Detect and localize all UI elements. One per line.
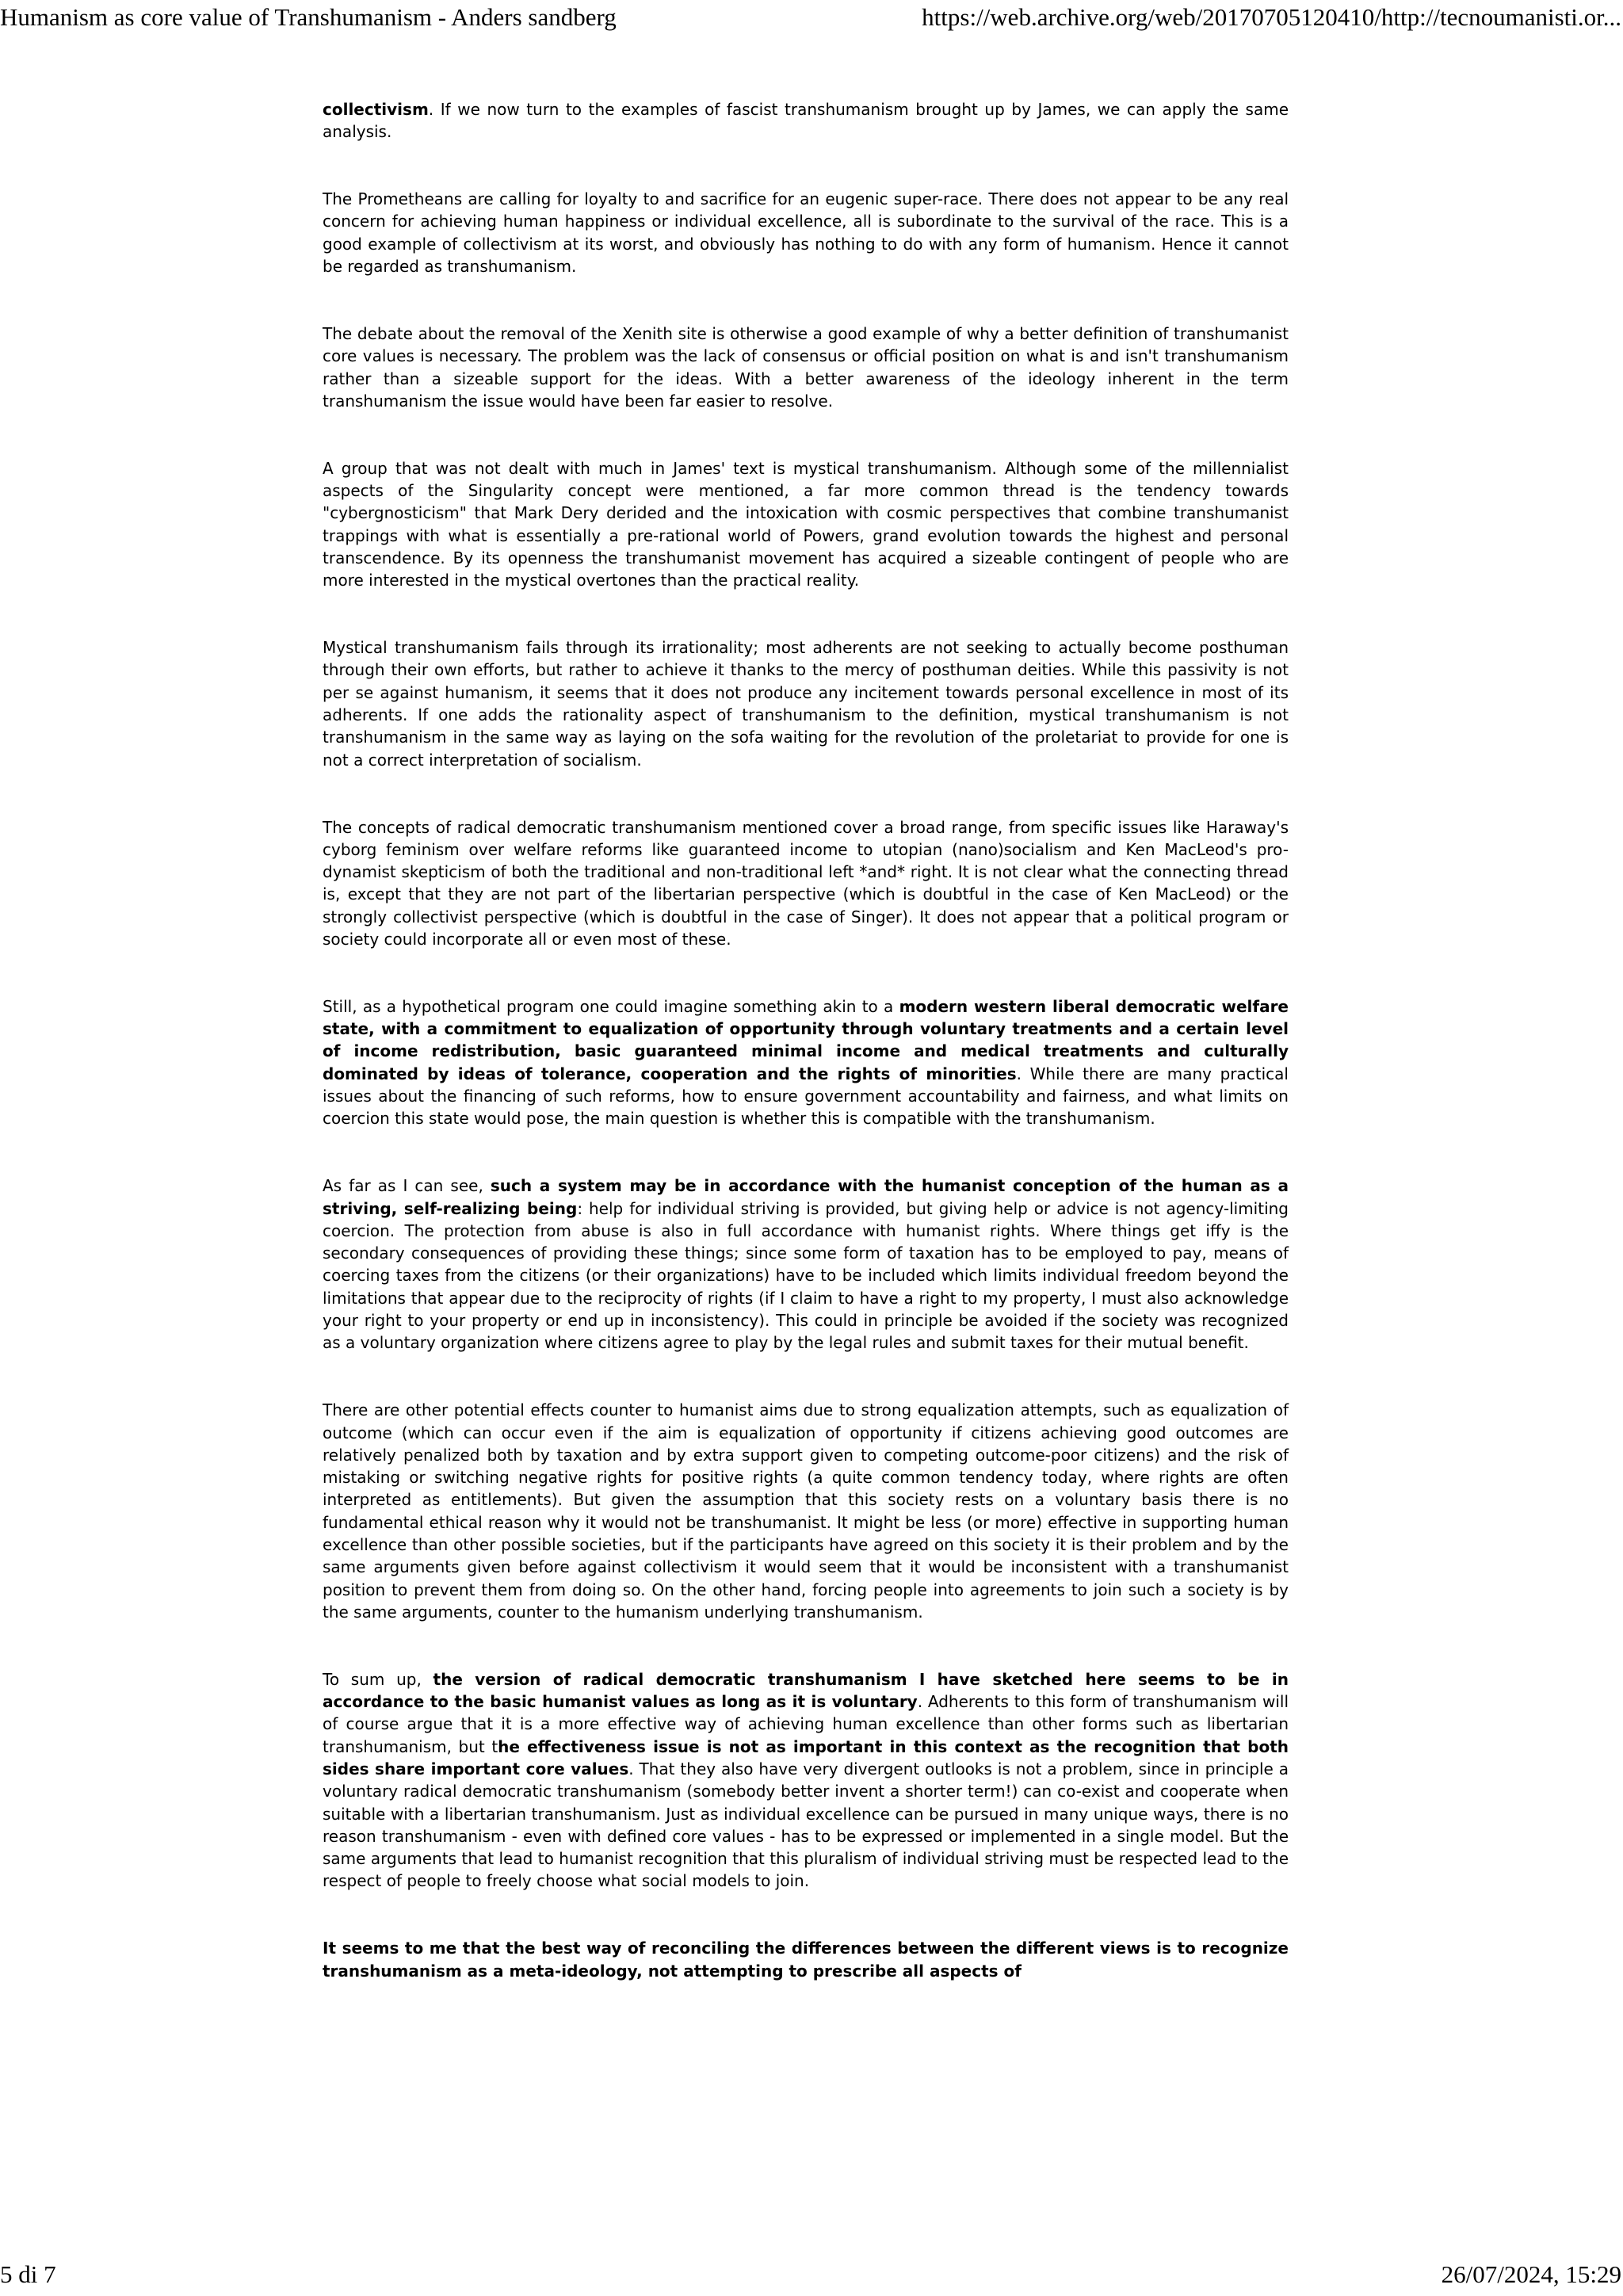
article-paragraph — [323, 323, 1289, 412]
article-paragraph — [323, 1668, 1289, 1893]
bold-text: he effectiveness issue is not as important in this context as the recognition that both sides share important core values — [323, 1736, 1289, 1778]
paragraph-text: The concepts of radical democratic transhumanism mentioned cover a broad range, from specific issues like Haraway's cyborg feminism over welfare reforms like guaranteed income to utopian (nano)socialism and Ken MacLeod's pro-dynamist skepticism of both the traditional and non-traditional left *and* right. It is not clear what the connecting thread is, except that they are not part of the libertarian perspective (which is doubtful in the case of Ken MacLeod) or the strongly collectivist perspective (which is doubtful in the case of Singer). It does not appear that a political program or society could incorporate all or even most of these. — [323, 817, 1289, 949]
paragraph-text: To sum up, — [323, 1669, 433, 1689]
bold-text: the version of radical democratic transhumanism I have sketched here seems to be in accordance to the basic humanist values as long as it is voluntary — [323, 1669, 1289, 1712]
paragraph-text: : help for individual striving is provided, but giving help or advice is not agency-limiting coercion. The protection from abuse is also in full accordance with humanist rights. Where things get iffy is the secondary consequences of providing these things; since some form of taxation has to be employed to pay, means of coercing taxes from the citizens (or their organizations) have to be included which limits individual freedom beyond the limitations that appear due to the reciprocity of rights (if I claim to have a right to my property, I must also acknowledge your right to your property or end up in inconsistency). This could in principle be avoided if the society was recognized as a voluntary organization where citizens agree to play by the legal rules and submit taxes for their mutual benefit. — [323, 1198, 1289, 1353]
article-paragraph — [323, 1175, 1289, 1354]
article-paragraph — [323, 98, 1289, 143]
bold-text: such a system may be in accordance with the humanist conception of the human as a striving, self-realizing being — [323, 1176, 1289, 1218]
paragraph-text: The Prometheans are calling for loyalty to and sacrifice for an eugenic super-race. There does not appear to be any real concern for achieving human happiness or individual excellence, all is subordinate to the survival of the race. This is a good example of collectivism at its worst, and obviously has nothing to do with any form of humanism. Hence it cannot be regarded as transhumanism. — [323, 189, 1289, 277]
article-paragraph — [323, 457, 1289, 592]
article-body — [323, 98, 1289, 2027]
paragraph-text: . That they also have very divergent outlooks is not a problem, since in principle a voluntary radical democratic transhumanism (somebody better invent a shorter term!) can co-exist and cooperate when suitable with a libertarian transhumanism. Just as individual excellence can be pursued in many unique ways, there is no reason transhumanism - even with defined core values - has to be expressed or implemented in a single model. But the same arguments that lead to humanist recognition that this pluralism of individual striving must be respected lead to the respect of people to freely choose what social models to join. — [323, 1759, 1289, 1891]
paragraph-text: The debate about the removal of the Xenith site is otherwise a good example of why a better definition of transhumanist core values is necessary. The problem was the lack of consensus or official position on what is and isn't transhumanism rather than a sizeable support for the ideas. With a better awareness of the ideology inherent in the term transhumanism the issue would have been far easier to resolve. — [323, 323, 1289, 411]
page-title: Humanism as core value of Transhumanism - Anders sandberg — [0, 3, 617, 31]
paragraph-text: . Adherents to this form of transhumanism will of course argue that it is a more effective way of achieving human excellence than other forms such as libertarian transhumanism, but t — [323, 1692, 1289, 1756]
paragraph-text: Mystical transhumanism fails through its irrationality; most adherents are not seeking to actually become posthuman through their own efforts, but rather to achieve it thanks to the mercy of posthuman deities. While this passivity is not per se against humanism, it seems that it does not produce any incitement towards personal excellence in most of its adherents. If one adds the rationality aspect of transhumanism to the definition, mystical transhumanism is not transhumanism in the same way as laying on the sofa waiting for the revolution of the proletariat to provide for one is not a correct interpretation of socialism. — [323, 638, 1289, 770]
paragraph-text: . If we now turn to the examples of fascist transhumanism brought up by James, we can apply the same analysis. — [323, 100, 1289, 142]
paragraph-text: As far as I can see, — [323, 1176, 491, 1196]
print-datetime: 26/07/2024, 15:29 — [1441, 2260, 1621, 2288]
bold-text: It seems to me that the best way of reconciling the differences between the different views is to recognize transhumanism as a meta-ideology, not attempting to prescribe all aspects of — [323, 1939, 1289, 1981]
article-paragraph — [323, 995, 1289, 1130]
article-paragraph — [323, 188, 1289, 277]
bold-text: collectivism — [323, 100, 429, 119]
article-paragraph — [323, 816, 1289, 951]
article-paragraph — [323, 636, 1289, 771]
paragraph-text: A group that was not dealt with much in James' text is mystical transhumanism. Although some of the millennialist aspects of the Singularity concept were mentioned, a far more common thread is the tendency towards "cybergnosticism" that Mark Dery derided and the intoxication with cosmic perspectives that combine transhumanist trappings with what is essentially a pre-rational world of Powers, grand evolution towards the highest and personal transcendence. By its openness the transhumanist movement has acquired a sizeable contingent of people who are more interested in the mystical overtones than the practical reality. — [323, 458, 1289, 590]
paragraph-text: There are other potential effects counter to humanist aims due to strong equalization attempts, such as equalization of outcome (which can occur even if the aim is equalization of opportunity if citizens achieving good outcomes are relatively penalized both by taxation and by extra support given to competing outcome-poor citizens) and the risk of mistaking or switching negative rights for positive rights (a quite common tendency today, where rights are often interpreted as entitlements). But given the assumption that this society rests on a voluntary basis there is no fundamental ethical reason why it would not be transhumanist. It might be less (or more) effective in supporting human excellence than other possible societies, but if the participants have agreed on this society it is their problem and by the same arguments given before against collectivism it would seem that it would be inconsistent with a transhumanist position to prevent them from doing so. On the other hand, forcing people into agreements to join such a society is by the same arguments, counter to the humanism underlying transhumanism. — [323, 1400, 1289, 1622]
paragraph-text: . While there are many practical issues about the financing of such reforms, how to ensure government accountability and fairness, and what limits on coercion this state would pose, the main question is whether this is compatible with the transhumanism. — [323, 1064, 1289, 1129]
article-paragraph — [323, 1399, 1289, 1623]
page-url: https://web.archive.org/web/20170705120410/http://tecnoumanisti.or... — [922, 3, 1621, 31]
page-number: 5 di 7 — [0, 2260, 56, 2288]
paragraph-text: Still, as a hypothetical program one could imagine something akin to a — [323, 996, 899, 1016]
article-paragraph — [323, 1937, 1289, 1982]
bold-text: modern western liberal democratic welfare state, with a commitment to equalization of opportunity through voluntary treatments and a certain level of income redistribution, basic guaranteed minimal income and medical treatments and culturally dominated by ideas of tolerance, cooperation and the rights of minorities — [323, 996, 1289, 1083]
